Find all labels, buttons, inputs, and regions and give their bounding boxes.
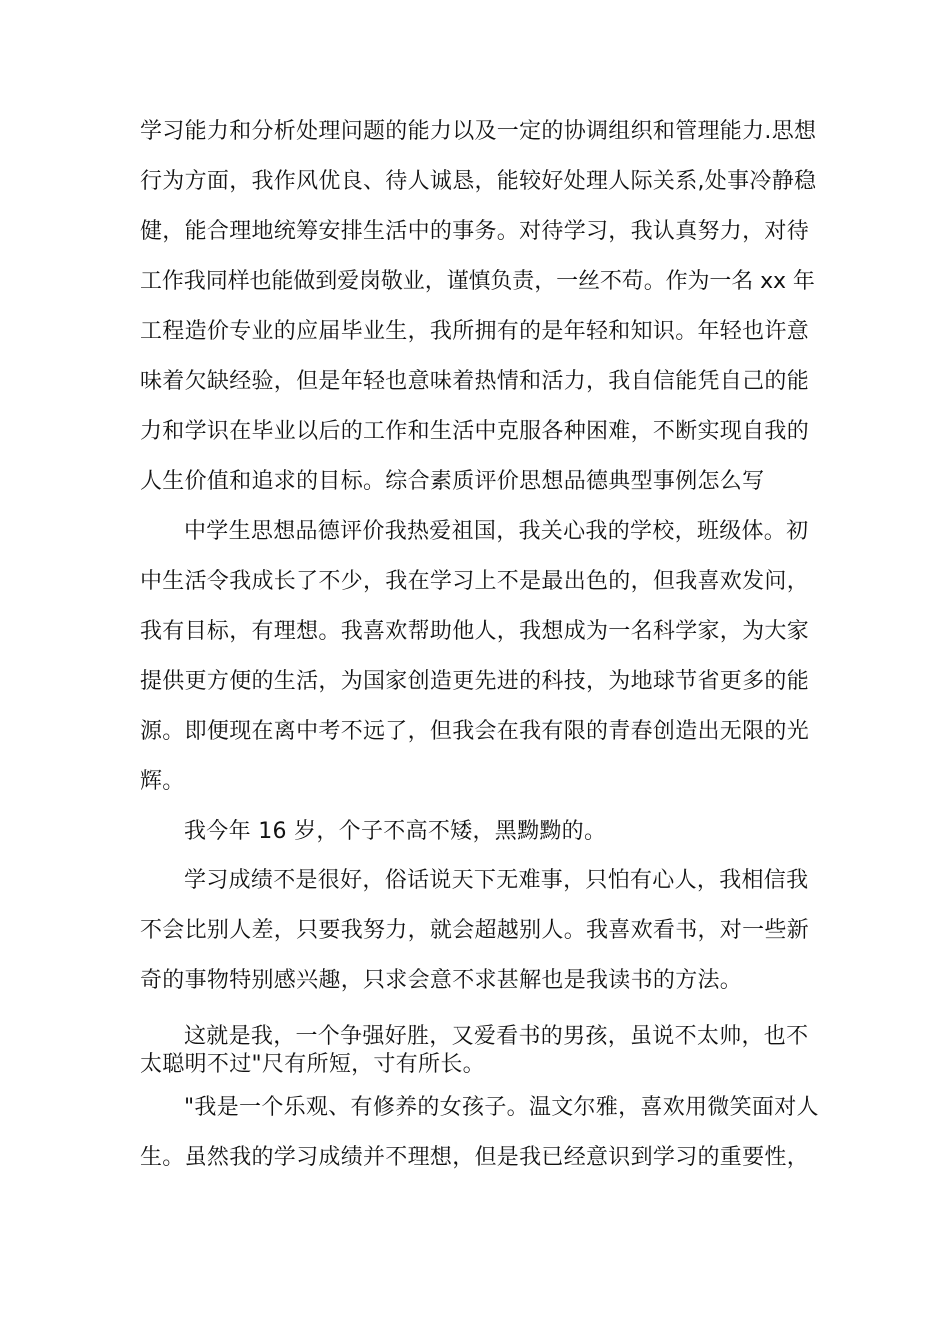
paragraph-line: 味着欠缺经验，但是年轻也意味着热情和活力，我自信能凭自己的能 bbox=[140, 369, 810, 394]
paragraph-line: 健，能合理地统筹安排生活中的事务。对待学习，我认真努力，对待 bbox=[140, 219, 810, 244]
paragraph-line: 我有目标，有理想。我喜欢帮助他人，我想成为一名科学家，为大家 bbox=[140, 619, 810, 644]
paragraph-line: 工作我同样也能做到爱岗敬业，谨慎负责，一丝不苟。作为一名 xx 年 bbox=[140, 269, 815, 294]
paragraph-2 bbox=[140, 507, 820, 807]
paragraph-line: 行为方面，我作风优良、待人诚恳，能较好处理人际关系,处事冷静稳 bbox=[140, 169, 817, 194]
paragraph-line: 力和学识在毕业以后的工作和生活中克服各种困难，不断实现自我的 bbox=[140, 419, 810, 444]
paragraph-5 bbox=[140, 1023, 820, 1079]
paragraph-line: 学习能力和分析处理问题的能力以及一定的协调组织和管理能力.思想 bbox=[140, 119, 817, 144]
paragraph-1 bbox=[140, 107, 820, 507]
paragraph-line: 这就是我，一个争强好胜，又爱看书的男孩，虽说不太帅，也不 bbox=[184, 1024, 809, 1049]
paragraph-line: 太聪明不过"尺有所短，寸有所长。 bbox=[140, 1052, 485, 1077]
paragraph-4 bbox=[140, 856, 820, 1006]
paragraph-6 bbox=[140, 1083, 820, 1183]
paragraph-line: 生。虽然我的学习成绩并不理想，但是我已经意识到学习的重要性， bbox=[140, 1145, 810, 1170]
paragraph-line: 工程造价专业的应届毕业生，我所拥有的是年轻和知识。年轻也许意 bbox=[140, 319, 810, 344]
paragraph-line: 不会比别人差，只要我努力，就会超越别人。我喜欢看书，对一些新 bbox=[140, 918, 810, 943]
paragraph-line: 辉。 bbox=[140, 769, 185, 794]
paragraph-line: 中生活令我成长了不少，我在学习上不是最出色的，但我喜欢发问， bbox=[140, 569, 810, 594]
paragraph-line: 学习成绩不是很好，俗话说天下无难事，只怕有心人，我相信我 bbox=[184, 868, 809, 893]
paragraph-line: 人生价值和追求的目标。综合素质评价思想品德典型事例怎么写 bbox=[140, 469, 765, 494]
paragraph-3 bbox=[140, 807, 820, 857]
paragraph-line: 提供更方便的生活，为国家创造更先进的科技，为地球节省更多的能 bbox=[140, 669, 810, 694]
paragraph-line: 中学生思想品德评价我热爱祖国，我关心我的学校，班级体。初 bbox=[184, 519, 809, 544]
paragraph-line: 源。即便现在离中考不远了，但我会在我有限的青春创造出无限的光 bbox=[140, 719, 810, 744]
paragraph-line: 奇的事物特别感兴趣，只求会意不求甚解也是我读书的方法。 bbox=[140, 968, 743, 993]
paragraph-line: 我今年 16 岁，个子不高不矮，黑黝黝的。 bbox=[184, 819, 607, 844]
paragraph-line: "我是一个乐观、有修养的女孩子。温文尔雅，喜欢用微笑面对人 bbox=[184, 1095, 819, 1120]
